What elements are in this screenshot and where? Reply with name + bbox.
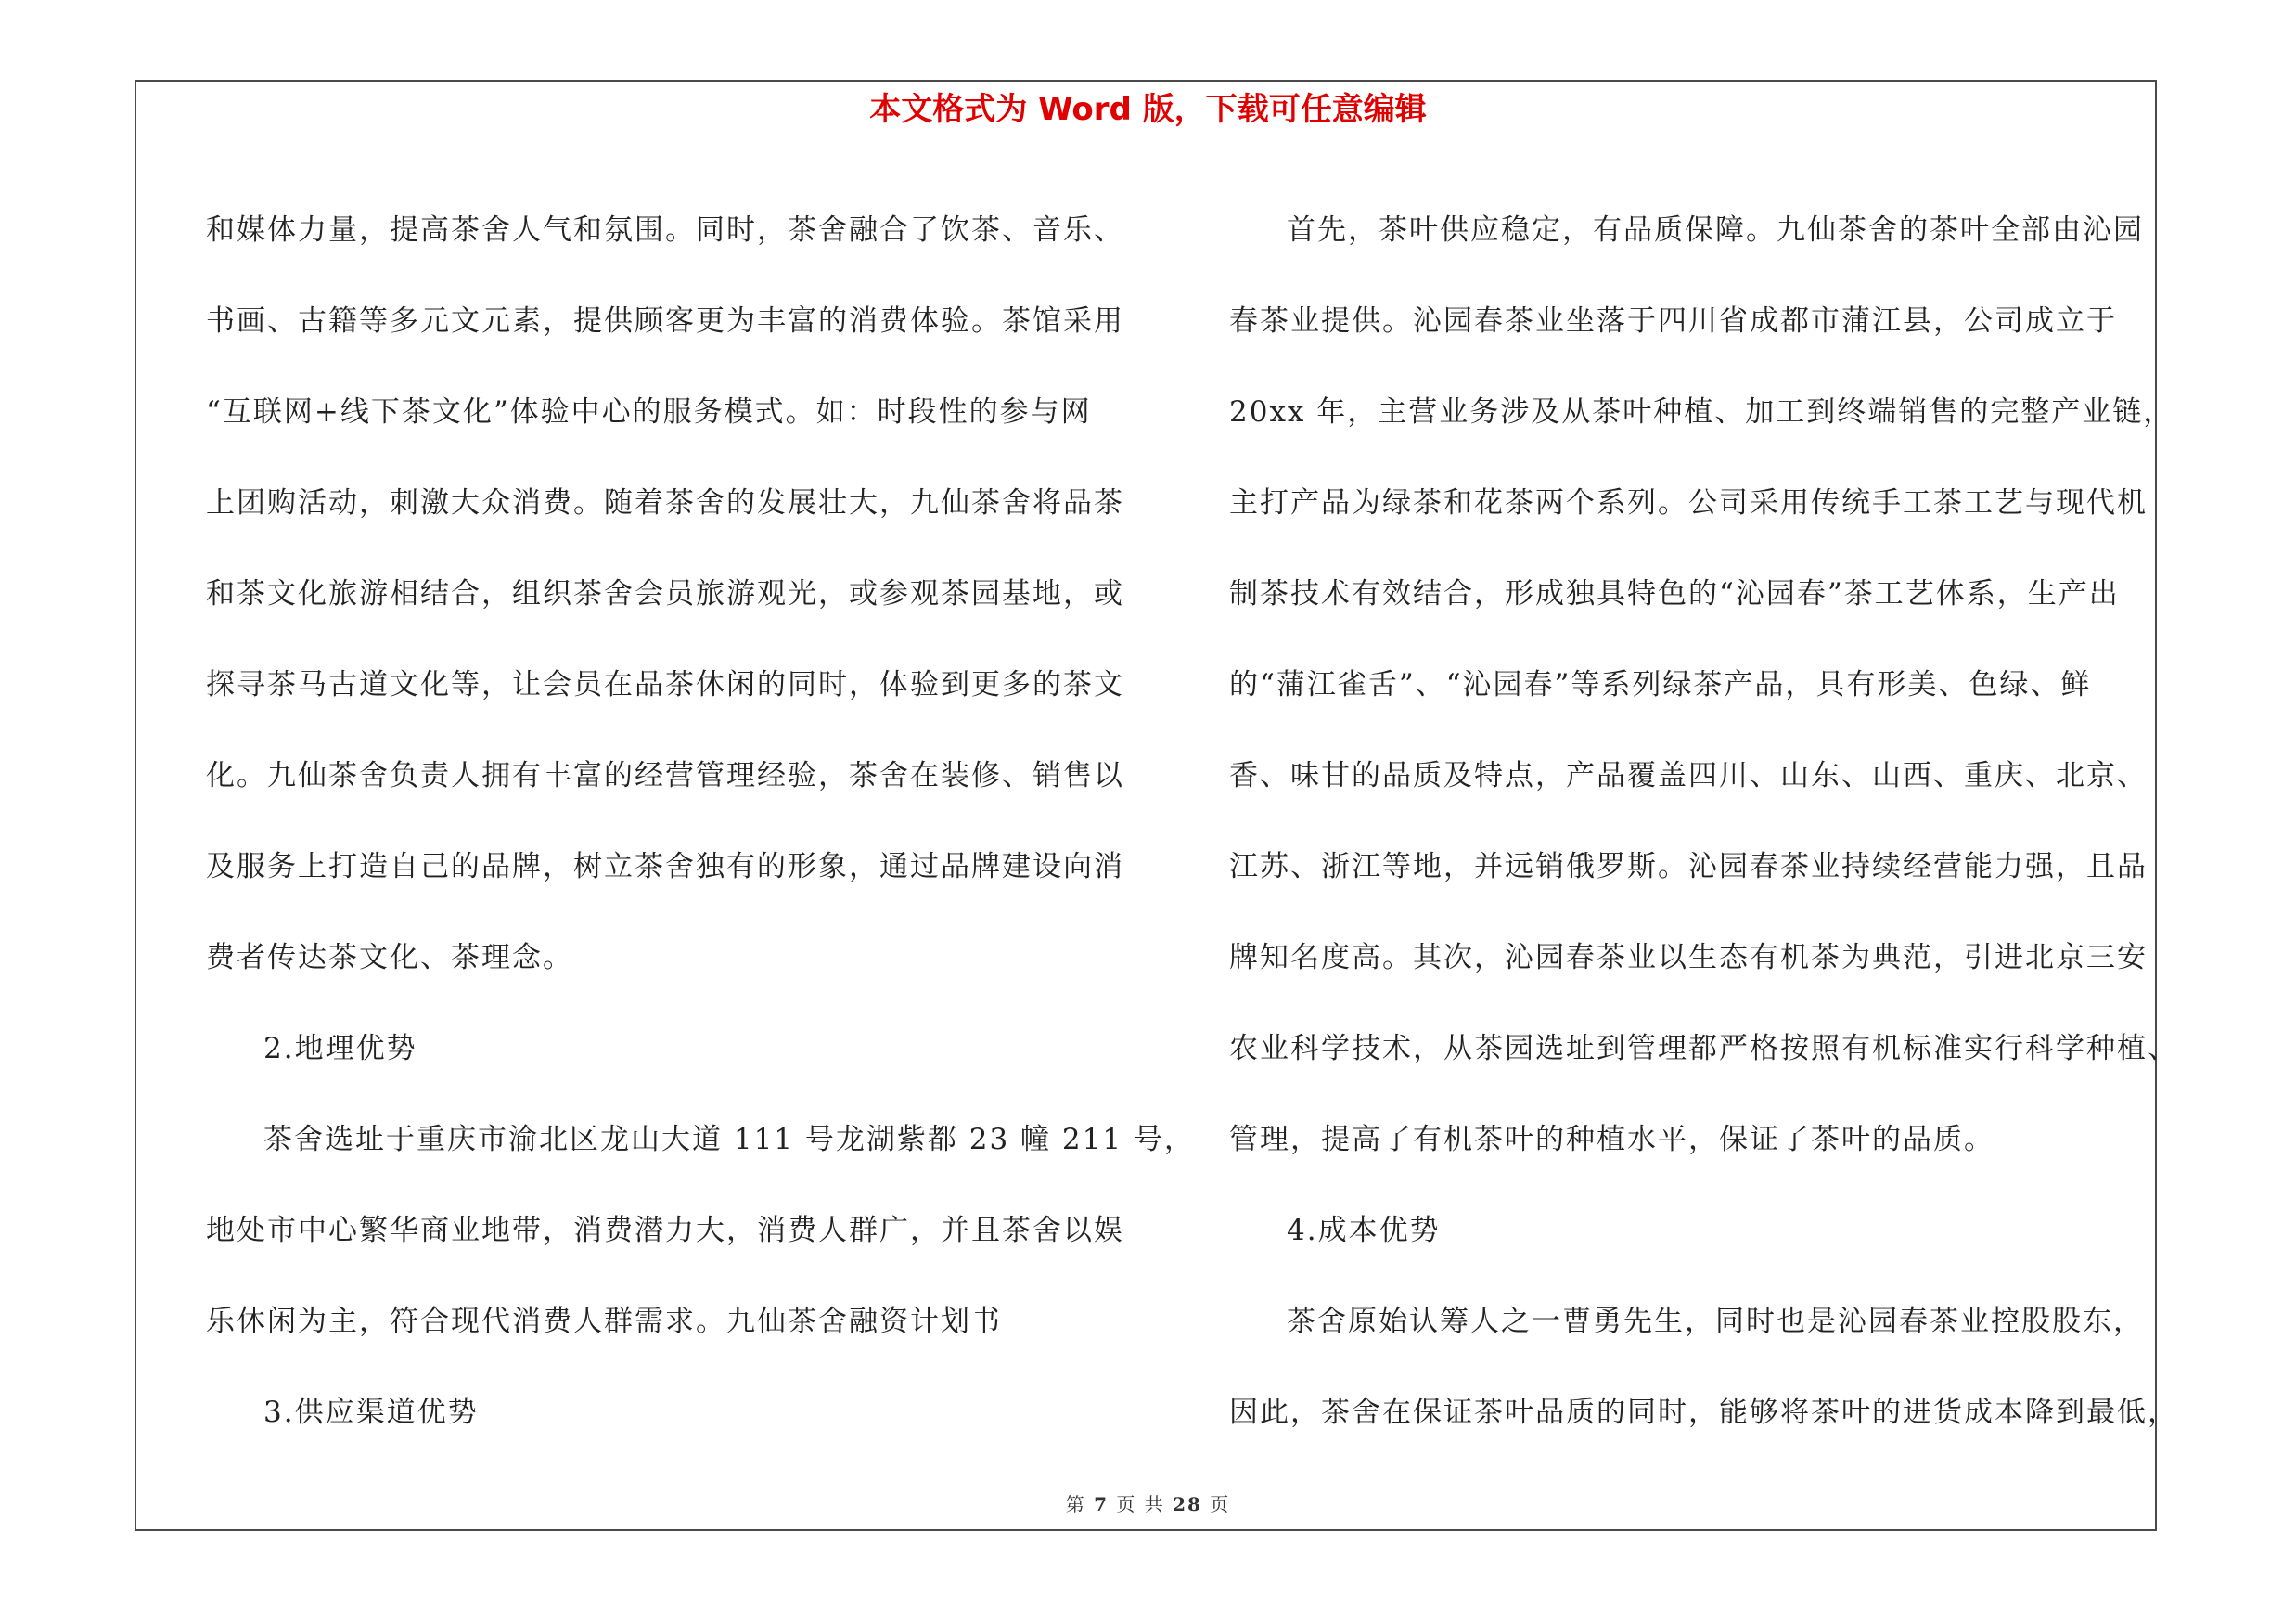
paragraph-line: 20xx 年，主营业务涉及从茶叶种植、加工到终端销售的完整产业链， [1229, 395, 2174, 429]
paragraph-line: 地处市中心繁华商业地带，消费潜力大，消费人群广，并且茶舍以娱 [206, 1214, 1124, 1247]
paragraph-line: 化。九仙茶舍负责人拥有丰富的经营管理经验，茶舍在装修、销售以 [206, 759, 1124, 792]
editable-format-banner: 本文格式为 Word 版，下载可任意编辑 [869, 91, 1427, 128]
paragraph-line: 管理，提高了有机茶叶的种植水平，保证了茶叶的品质。 [1229, 1123, 1995, 1156]
paragraph-line: 牌知名度高。其次，沁园春茶业以生态有机茶为典范，引进北京三安 [1229, 941, 2148, 974]
total-page-count: 28 [1173, 1493, 1202, 1515]
page-number-footer [0, 1492, 2296, 1516]
paragraph-line: 制茶技术有效结合，形成独具特色的“沁园春”茶工艺体系，生产出 [1229, 577, 2120, 611]
section-heading-cost-advantage: 4.成本优势 [1287, 1214, 1441, 1247]
paragraph-line: 和茶文化旅游相结合，组织茶舍会员旅游观光，或参观茶园基地，或 [206, 577, 1124, 611]
section-heading-supply-channel-advantage: 3.供应渠道优势 [263, 1396, 479, 1429]
footer-suffix: 页 [1210, 1493, 1231, 1515]
paragraph-line: 首先，茶叶供应稳定，有品质保障。九仙茶舍的茶叶全部由沁园 [1287, 213, 2144, 247]
paragraph-line: 主打产品为绿茶和花茶两个系列。公司采用传统手工茶工艺与现代机 [1229, 486, 2148, 520]
paragraph-line: 的“蒲江雀舌”、“沁园春”等系列绿茶产品，具有形美、色绿、鲜 [1229, 668, 2092, 702]
paragraph-line: 探寻茶马古道文化等，让会员在品茶休闲的同时，体验到更多的茶文 [206, 668, 1124, 702]
right-text-column [1229, 185, 2178, 1458]
paragraph-line: 春茶业提供。沁园春茶业坐落于四川省成都市蒲江县，公司成立于 [1229, 304, 2117, 338]
paragraph-line: 香、味甘的品质及特点，产品覆盖四川、山东、山西、重庆、北京、 [1229, 759, 2148, 792]
paragraph-line: 书画、古籍等多元文元素，提供顾客更为丰富的消费体验。茶馆采用 [206, 304, 1124, 338]
paragraph-line: 江苏、浙江等地，并远销俄罗斯。沁园春茶业持续经营能力强，且品 [1229, 850, 2148, 883]
paragraph-line: 乐休闲为主，符合现代消费人群需求。九仙茶舍融资计划书 [206, 1305, 1002, 1338]
section-heading-geographic-advantage: 2.地理优势 [263, 1032, 417, 1065]
paragraph-line: 茶舍选址于重庆市渝北区龙山大道 111 号龙湖紫都 23 幢 211 号， [263, 1123, 1195, 1156]
footer-prefix: 第 [1065, 1493, 1086, 1515]
paragraph-line: 因此，茶舍在保证茶叶品质的同时，能够将茶叶的进货成本降到最低， [1229, 1396, 2178, 1429]
paragraph-line: 农业科学技术，从茶园选址到管理都严格按照有机标准实行科学种植、 [1229, 1032, 2178, 1065]
paragraph-line: 上团购活动，刺激大众消费。随着茶舍的发展壮大，九仙茶舍将品茶 [206, 486, 1124, 520]
paragraph-line: 茶舍原始认筹人之一曹勇先生，同时也是沁园春茶业控股股东， [1287, 1305, 2144, 1338]
paragraph-line: “互联网+线下茶文化”体验中心的服务模式。如：时段性的参与网 [206, 395, 1092, 429]
paragraph-line: 和媒体力量，提高茶舍人气和氛围。同时，茶舍融合了饮茶、音乐、 [206, 213, 1124, 247]
footer-middle: 页 共 [1116, 1493, 1165, 1515]
left-text-column [206, 185, 1195, 1458]
paragraph-line: 费者传达茶文化、茶理念。 [206, 941, 573, 974]
paragraph-line: 及服务上打造自己的品牌，树立茶舍独有的形象，通过品牌建设向消 [206, 850, 1124, 883]
current-page-number: 7 [1094, 1493, 1109, 1515]
